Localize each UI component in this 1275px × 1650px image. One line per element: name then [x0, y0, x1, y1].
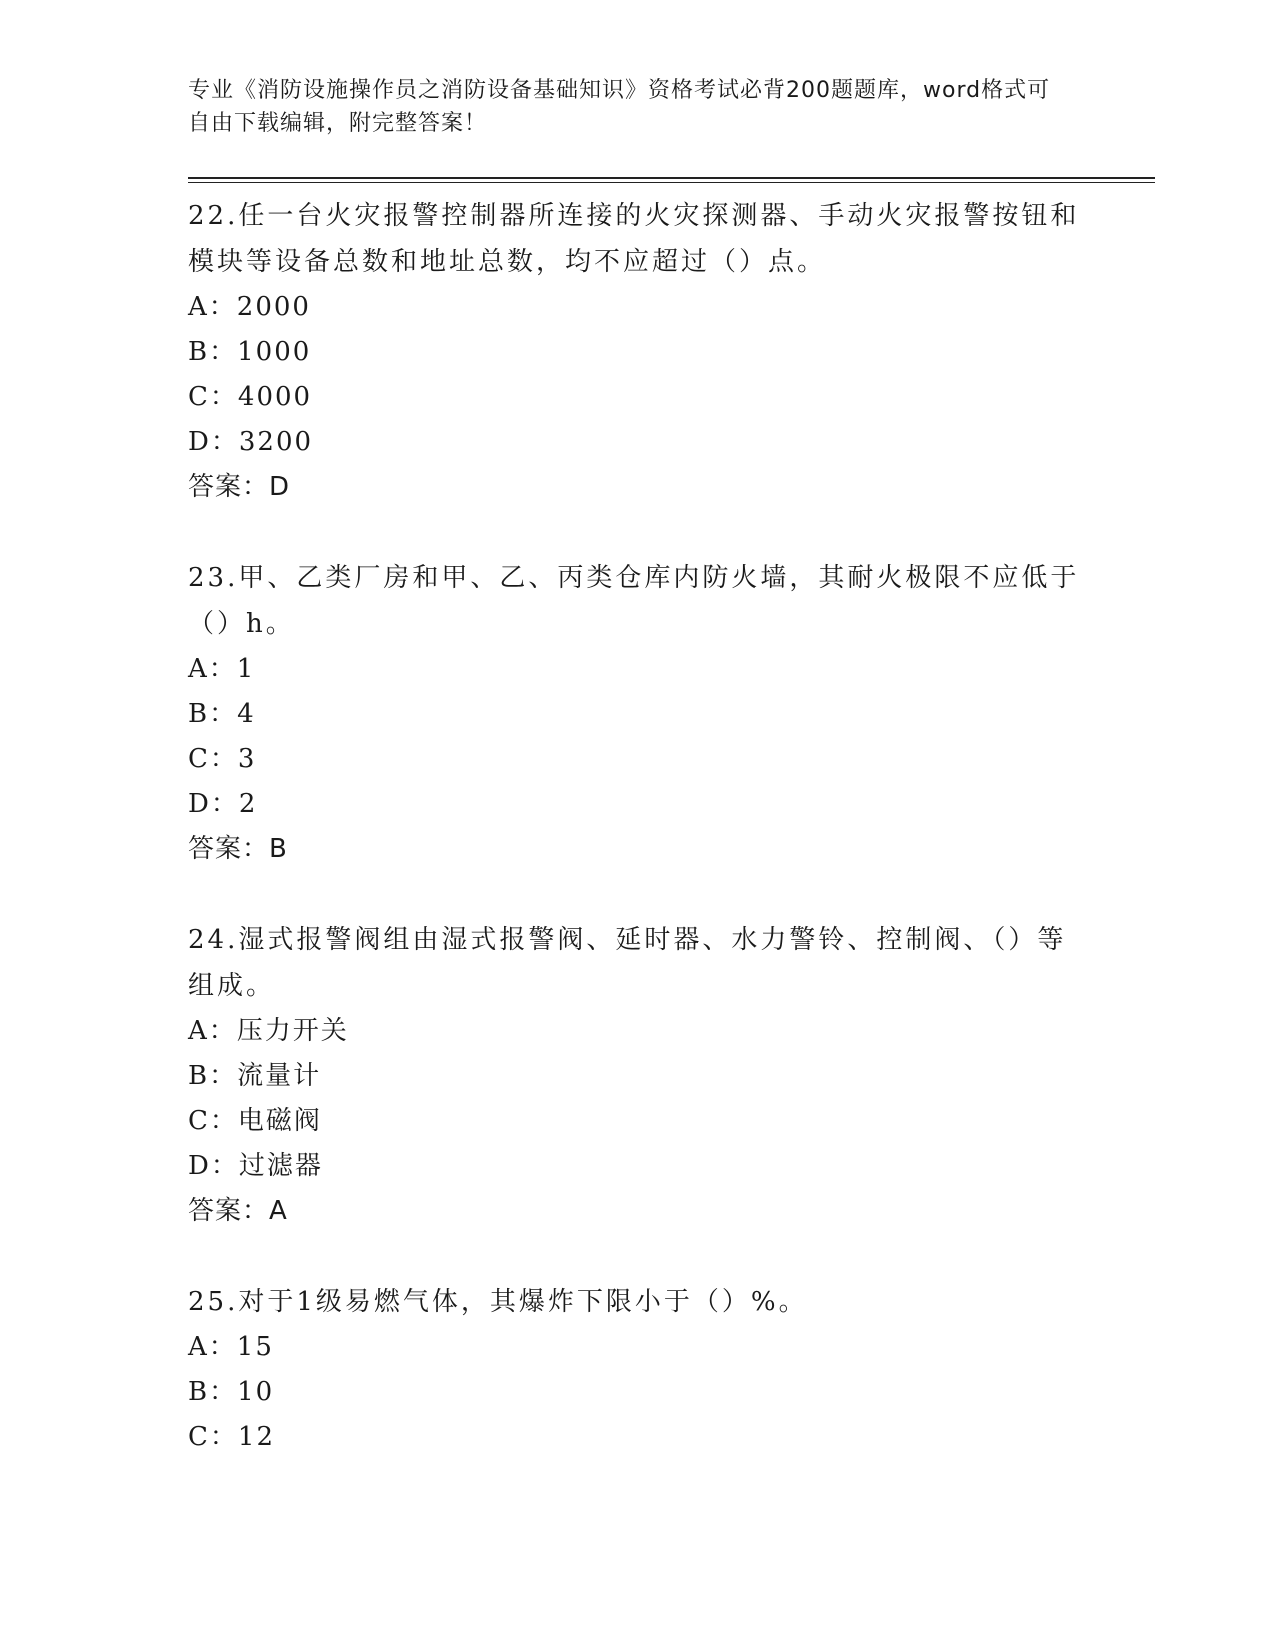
option-label: B： [188, 337, 238, 367]
option-label: D： [188, 789, 239, 819]
answer-prefix: 答案： [188, 834, 270, 864]
option-label: B： [188, 1061, 238, 1091]
document-header: 专业《消防设施操作员之消防设备基础知识》资格考试必背200题题库，word格式可自由下载编辑，附完整答案！ [188, 78, 1051, 136]
option-text: 1000 [237, 337, 312, 367]
option-a [188, 1325, 1088, 1370]
option-text: 压力开关 [236, 1016, 349, 1046]
option-label: A： [188, 1016, 237, 1046]
option-text: 过滤器 [238, 1151, 323, 1181]
option-label: C： [188, 1106, 238, 1136]
answer-prefix: 答案： [188, 472, 270, 502]
option-b [188, 1370, 1088, 1415]
answer-value: A [269, 1196, 288, 1226]
header-divider-thick [188, 177, 1155, 179]
option-text: 12 [237, 1422, 275, 1452]
option-b [188, 692, 1088, 737]
question-stem: 23.甲、乙类厂房和甲、乙、丙类仓库内防火墙，其耐火极限不应低于（）h。 [188, 563, 1080, 639]
question-23 [188, 555, 1088, 872]
option-text: 4000 [237, 382, 313, 412]
option-label: A： [188, 1332, 237, 1362]
option-d [188, 420, 1088, 465]
option-b [188, 1054, 1088, 1099]
answer-line [188, 465, 1088, 510]
option-label: B： [188, 1377, 238, 1407]
option-label: A： [188, 654, 237, 684]
option-label: B： [188, 699, 238, 729]
option-text: 15 [236, 1332, 274, 1362]
option-a [188, 1009, 1088, 1054]
option-c [188, 375, 1088, 420]
option-label: A： [188, 292, 237, 322]
question-stem: 25.对于1级易燃气体，其爆炸下限小于（）%。 [188, 1287, 808, 1317]
option-label: C： [188, 382, 238, 412]
option-text: 10 [237, 1377, 275, 1407]
option-text: 电磁阀 [237, 1106, 322, 1136]
option-a [188, 647, 1088, 692]
option-label: D： [188, 427, 239, 457]
header-divider-thin [188, 182, 1155, 183]
option-c [188, 1415, 1088, 1460]
option-a [188, 285, 1088, 330]
question-24 [188, 917, 1088, 1234]
option-text: 2 [238, 789, 258, 819]
option-c [188, 1099, 1088, 1144]
option-c [188, 737, 1088, 782]
answer-value: D [269, 472, 291, 502]
answer-prefix: 答案： [188, 1196, 270, 1226]
answer-line [188, 1189, 1088, 1234]
option-label: C： [188, 744, 238, 774]
option-text: 1 [236, 654, 256, 684]
option-d [188, 782, 1088, 827]
option-label: D： [188, 1151, 239, 1181]
option-text: 2000 [236, 292, 311, 322]
option-d [188, 1144, 1088, 1189]
option-label: C： [188, 1422, 238, 1452]
option-text: 3200 [238, 427, 314, 457]
question-22 [188, 193, 1088, 510]
question-stem: 22.任一台火灾报警控制器所连接的火灾探测器、手动火灾报警按钮和模块等设备总数和地址总数，均不应超过（）点。 [188, 201, 1080, 277]
option-text: 流量计 [237, 1061, 322, 1091]
question-25 [188, 1279, 1088, 1460]
option-b [188, 330, 1088, 375]
answer-line [188, 827, 1088, 872]
question-list [188, 193, 1088, 1505]
option-text: 3 [237, 744, 257, 774]
option-text: 4 [237, 699, 256, 729]
question-stem: 24.湿式报警阀组由湿式报警阀、延时器、水力警铃、控制阀、（）等组成。 [188, 925, 1067, 1001]
answer-value: B [269, 834, 288, 864]
